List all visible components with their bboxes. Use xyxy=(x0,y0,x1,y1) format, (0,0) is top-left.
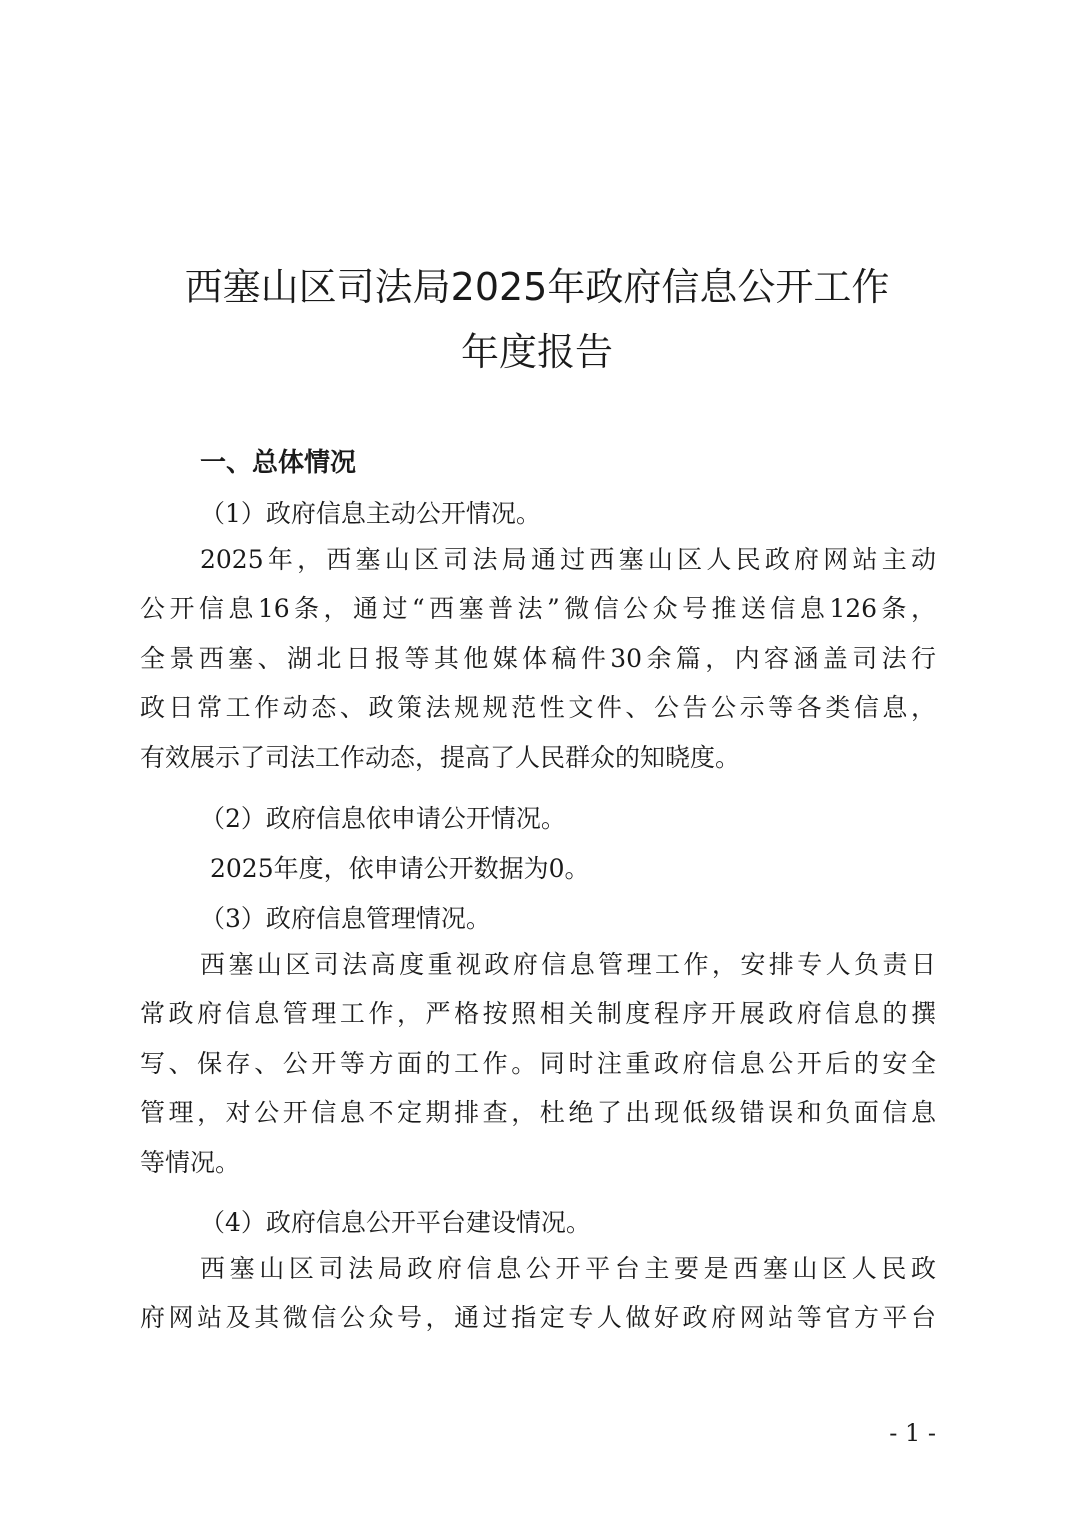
sub1-line-4: 政日常工作动态、政策法规规范性文件、公告公示等各类信息， xyxy=(140,693,936,723)
sub4-line-1: 西塞山区司法局政府信息公开平台主要是西塞山区人民政 xyxy=(200,1254,936,1283)
sub1-line-3: 全景西塞、湖北日报等其他媒体稿件30余篇，内容涵盖司法行 xyxy=(140,643,936,673)
sub3-paragraph xyxy=(140,940,936,1187)
sub4-heading: （4）政府信息公开平台建设情况。 xyxy=(200,1208,591,1237)
sub2-text: 2025年度，依申请公开数据为0。 xyxy=(210,854,590,883)
sub3-line-4: 管理，对公开信息不定期排查，杜绝了出现低级错误和负面信息 xyxy=(140,1098,936,1128)
sub1-line-1: 2025年，西塞山区司法局通过西塞山区人民政府网站主动 xyxy=(200,545,936,574)
sub4-paragraph xyxy=(140,1244,936,1343)
document-title-line2: 年度报告 xyxy=(460,330,613,374)
sub3-heading: （3）政府信息管理情况。 xyxy=(200,904,491,933)
sub3-line-2: 常政府信息管理工作，严格按照相关制度程序开展政府信息的撰 xyxy=(140,999,936,1029)
sub1-line-2: 公开信息16条，通过“西塞普法”微信公众号推送信息126条， xyxy=(140,594,936,624)
document-title-line1: 西塞山区司法局2025年政府信息公开工作 xyxy=(184,265,890,309)
sub1-heading: （1）政府信息主动公开情况。 xyxy=(200,499,541,528)
section1-heading: 一、总体情况 xyxy=(200,448,357,478)
sub3-line-3: 写、保存、公开等方面的工作。同时注重政府信息公开后的安全 xyxy=(140,1048,936,1078)
sub3-line-5: 等情况。 xyxy=(140,1147,241,1177)
sub3-line-1: 西塞山区司法高度重视政府信息管理工作，安排专人负责日 xyxy=(200,950,936,979)
sub4-line-2: 府网站及其微信公众号，通过指定专人做好政府网站等官方平台 xyxy=(140,1303,936,1333)
sub2-heading: （2）政府信息依申请公开情况。 xyxy=(200,804,566,833)
sub1-line-5: 有效展示了司法工作动态，提高了人民群众的知晓度。 xyxy=(140,742,741,772)
sub1-paragraph xyxy=(140,535,936,782)
page-number: - 1 - xyxy=(889,1419,936,1447)
